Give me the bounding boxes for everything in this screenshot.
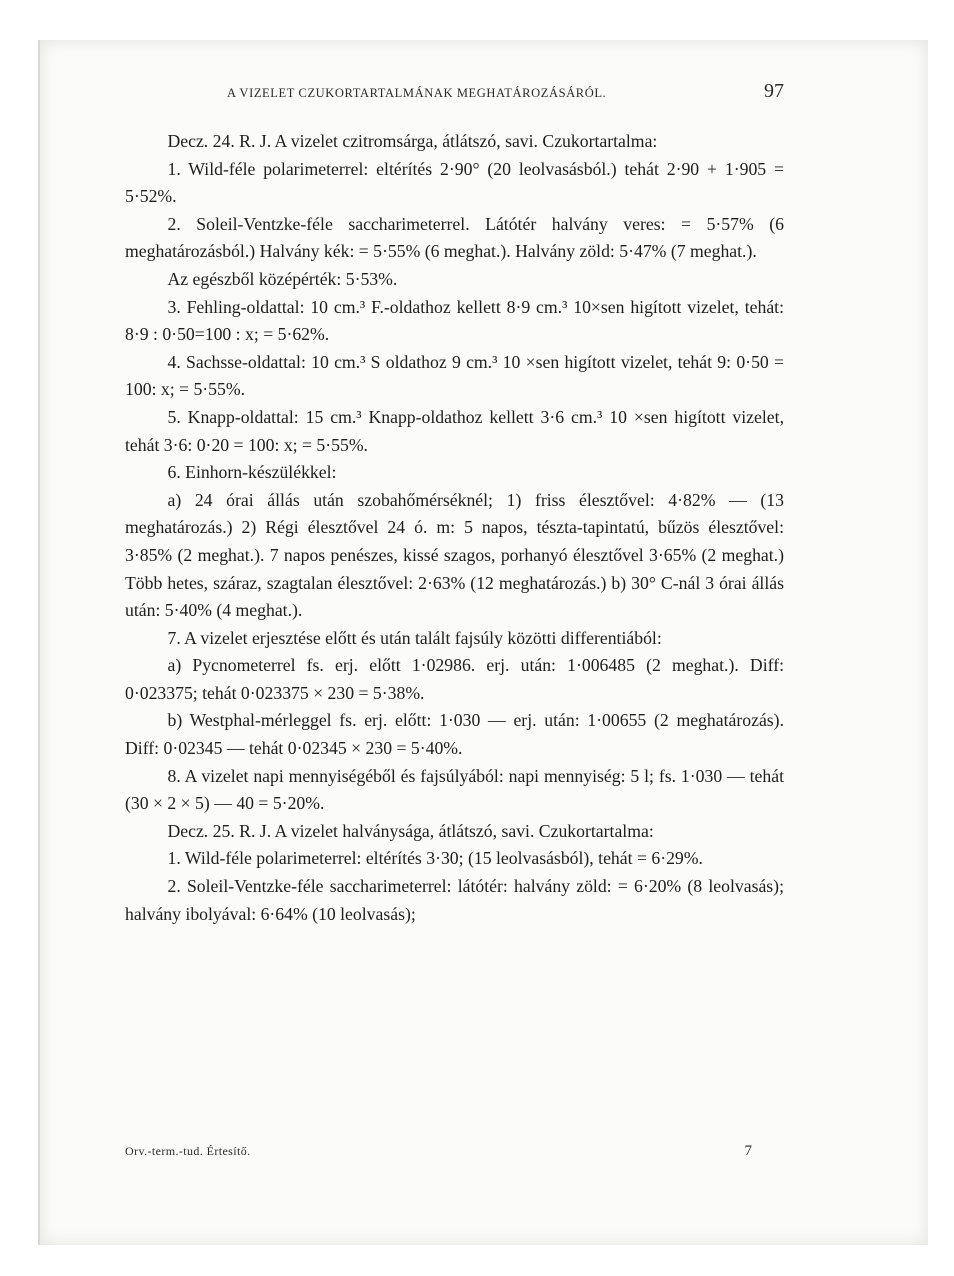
running-title: A VIZELET CZUKORTARTALMÁNAK MEGHATÁROZÁSÁRÓL. (227, 86, 607, 100)
paragraph-daily-quantity: 8. A vizelet napi mennyiségéből és fajsúlyából: napi mennyiség: 5 l; fs. 1·030 — tehát (30 × 2 × 5) — 40 = 5·20%. (125, 765, 784, 814)
paragraph-specific-gravity: 7. A vizelet erjesztése előtt és után talált fajsúly közötti differentiából: (167, 627, 662, 648)
paragraph-wild-polarimeter: 1. Wild-féle polarimeterrel: eltérítés 2·90° (20 leolvasásból.) tehát 2·90 + 1·905 = 5·52%. (125, 158, 784, 207)
paragraph-knapp: 5. Knapp-oldattal: 15 cm.³ Knapp-oldathoz kellett 3·6 cm.³ 10 ×sen higított vizelet, tehát 3·6: 0·20 = 100: x; = 5·55%. (125, 406, 784, 455)
body-text (125, 128, 784, 928)
paragraph-sachsse: 4. Sachsse-oldattal: 10 cm.³ S oldathoz 9 cm.³ 10 ×sen higított vizelet, tehát 9: 0·50 = 100: x; = 5·55%. (125, 351, 784, 400)
paragraph-einhorn-heading: 6. Einhorn-készülékkel: (167, 462, 337, 483)
paragraph-dec25-soleil: 2. Soleil-Ventzke-féle saccharimeterrel: látótér: halvány zöld: = 6·20% (8 leolvasás); halvány ibolyával: 6·64% (10 leolvasás); (125, 876, 784, 924)
paragraph-pycnometer: a) Pycnometerrel fs. erj. előtt 1·02986. erj. után: 1·006485 (2 meghat.). Diff: 0·023375; tehát 0·023375 × 230 = 5·38%. (125, 655, 784, 703)
journal-name: Orv.-term.-tud. Értesítő. (125, 1144, 251, 1158)
text-block (125, 80, 784, 928)
paragraph-soleil-ventzke: 2. Soleil-Ventzke-féle saccharimeterrel. Látótér halvány veres: = 5·57% (6 meghatározásból.) Halvány kék: = 5·55% (6 meghat.). Halvány zöld: 5·47% (7 meghat.). (125, 213, 784, 262)
running-head (227, 80, 784, 114)
paragraph-einhorn-a: a) 24 órai állás után szobahőmérséknél; 1) friss élesztővel: 4·82% — (13 meghatározás.) 2) Régi élesztővel 24 ó. m: 5 napos, tészta-tapintatú, bűzös élesztővel: 3·85% (2 meghat.). 7 napos penészes, kissé szagos, porhanyó élesztővel 3·65% (2 meghat.) Több hetes, száraz, szagtalan élesztővel: 2·63% (12 meghatározás.) b) 30° C-nál 3 órai állás után: 5·40% (4 meghat.). (125, 489, 784, 621)
paragraph-dec24-intro: Decz. 24. R. J. A vizelet czitromsárga, átlátszó, savi. Czukortartalma: (167, 131, 658, 151)
paragraph-westphal: b) Westphal-mérleggel fs. erj. előtt: 1·030 — erj. után: 1·00655 (2 meghatározás). Diff: 0·02345 — tehát 0·02345 × 230 = 5·40%. (125, 710, 784, 759)
paragraph-dec25-intro: Decz. 25. R. J. A vizelet halványsága, átlátszó, savi. Czukortartalma: (167, 820, 654, 841)
page-number: 97 (764, 80, 784, 102)
paragraph-fehling: 3. Fehling-oldattal: 10 cm.³ F.-oldathoz kellett 8·9 cm.³ 10×sen higított vizelet, tehát: 8·9 : 0·50=100 : x; = 5·62%. (125, 296, 784, 345)
paragraph-average: Az egészből középérték: 5·53%. (167, 268, 398, 289)
paragraph-dec25-wild: 1. Wild-féle polarimeterrel: eltérítés 3·30; (15 leolvasásból), tehát = 6·29%. (167, 848, 703, 869)
page-footer (125, 1143, 752, 1160)
signature-mark: 7 (744, 1143, 752, 1159)
